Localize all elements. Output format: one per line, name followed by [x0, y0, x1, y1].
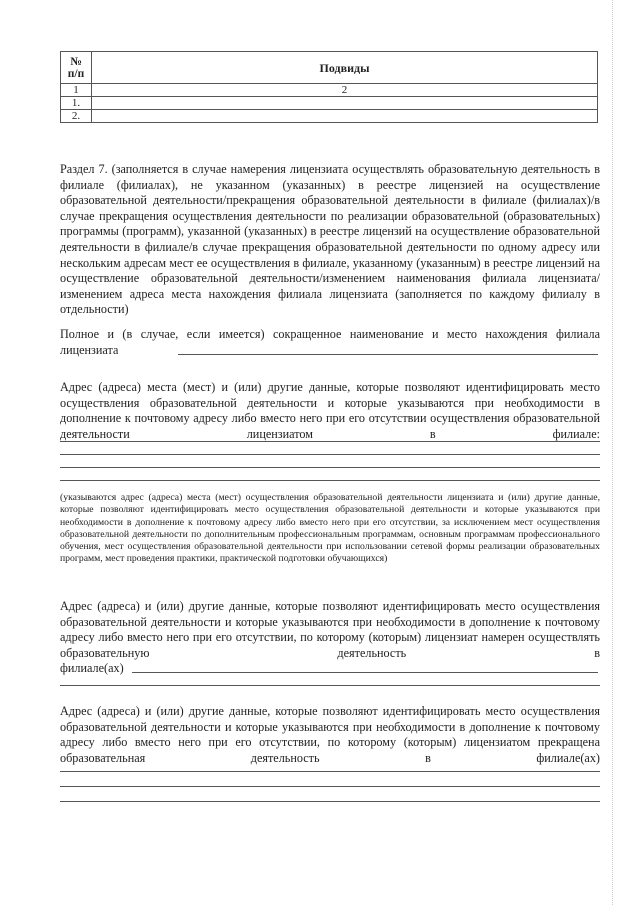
row-num: 1.: [61, 97, 92, 110]
table-row: [61, 110, 598, 123]
section7-text: Раздел 7. (заполняется в случае намерения лицензиата осуществлять образовательную деятельность в филиале (филиалах), не указанном (указанных) в реестре лицензией на осуществление образовательной деятельности/прекращения образовательной деятельности в филиале (филиалах)/в случае прекращения осуществления деятельности по реализации образовательной (образовательных) программы (программ), указанной (указанных) в реестре лицензий на осуществление образовательной деятельности в филиале/в случае прекращения образовательной деятельности по одному адресу или нескольким адресам мест ее осуществления в филиале, указанному (указанным) в реестре лицензий на осуществление образовательной деятельности/изменением наименования филиала лицензиата/изменением адреса места нахождения филиала лицензиата (заполняется по каждому филиалу в отдельности): [60, 162, 600, 317]
table-header-row: [61, 52, 598, 84]
col-num-header: № п/п: [61, 52, 92, 84]
intended-address-label: Адрес (адреса) и (или) другие данные, которые позволяют идентифицировать место осуществления образовательной деятельности и которые указываются при необходимости в дополнение к почтовому адресу либо вместо него при его отсутствии, по которому (которым) лицензиат намерен осуществлять образовательную деятельность в: [60, 599, 600, 660]
row-num: 2.: [61, 110, 92, 123]
subtypes-table: [60, 51, 598, 123]
terminated-address-input-line[interactable]: [60, 801, 600, 802]
intended-address-tail: филиале(ах): [60, 661, 124, 675]
branch-address-input-line[interactable]: [60, 441, 600, 442]
terminated-address-input-line[interactable]: [60, 771, 600, 772]
branch-name-label: Полное и (в случае, если имеется) сокращенное наименование и место нахождения филиала лицензиата: [60, 327, 600, 357]
index-cell-1: 1: [61, 84, 92, 97]
intended-address-input-line[interactable]: [60, 685, 600, 686]
table-row: [61, 97, 598, 110]
branch-address-label: Адрес (адреса) места (мест) и (или) другие данные, которые позволяют идентифицировать место осуществления образовательной деятельности и которые указываются при необходимости в дополнение к почтовому адресу либо вместо него при его отсутствии осуществления образовательной деятельности лицензиатом в филиале:: [60, 380, 600, 441]
branch-name-input-line[interactable]: [178, 354, 598, 355]
branch-address-input-line[interactable]: [60, 480, 600, 481]
row-value[interactable]: [92, 97, 598, 110]
table-index-row: [61, 84, 598, 97]
index-cell-2: 2: [92, 84, 598, 97]
terminated-address-input-line[interactable]: [60, 786, 600, 787]
col-subtypes-header: Подвиды: [92, 52, 598, 84]
branch-address-input-line[interactable]: [60, 454, 600, 455]
scan-edge: [612, 0, 614, 905]
intended-address-input-line[interactable]: [132, 672, 598, 673]
row-value[interactable]: [92, 110, 598, 123]
address-note: (указываются адрес (адреса) места (мест) осуществления образовательной деятельности лицензиата и (или) другие данные, которые позволяют идентифицировать место осуществления образовательной деятельности и которые указываются при необходимости в дополнение к почтовому адресу либо вместо него при его отсутствии, за исключением мест осуществления образовательной деятельности по дополнительным профессиональным программам, основным программам профессионального обучения, мест осуществления образовательной деятельности при использовании сетевой формы реализации образовательных программ, мест проведения практики, практической подготовки обучающихся): [60, 492, 600, 565]
branch-address-input-line[interactable]: [60, 467, 600, 468]
terminated-address-label: Адрес (адреса) и (или) другие данные, которые позволяют идентифицировать место осуществления образовательной деятельности и которые указываются при необходимости в дополнение к почтовому адресу либо вместо него при его отсутствии, по которому (которым) лицензиатом прекращена образовательная деятельность в филиале(ах): [60, 704, 600, 765]
